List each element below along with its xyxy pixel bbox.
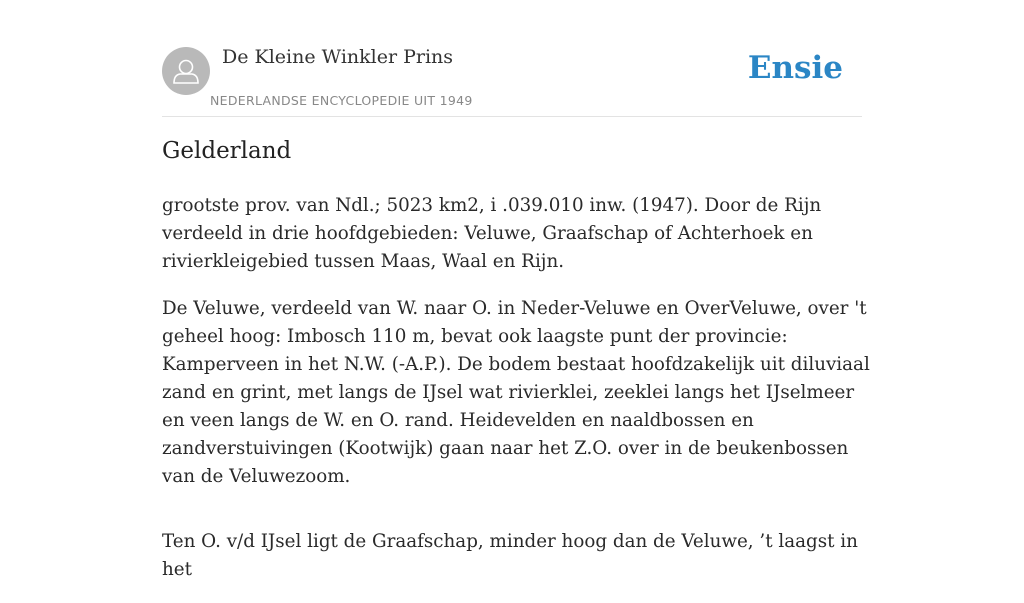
site-header (162, 0, 862, 117)
site-title[interactable]: De Kleine Winkler Prins (222, 46, 454, 68)
article-paragraph: grootste prov. van Ndl.; 5023 km2, i .039.010 inw. (1947). Door de Rijn verdeeld in drie hoofdgebieden: Veluwe, Graafschap of Achterhoek en rivierkleigebied tussen Maas, Waal en Rijn. (162, 195, 822, 272)
page-title: Gelderland (162, 138, 292, 164)
brand-logo[interactable]: Ensie (747, 50, 843, 86)
user-avatar-icon[interactable] (162, 47, 210, 95)
article-paragraph: De Veluwe, verdeeld van W. naar O. in Neder-Veluwe en OverVeluwe, over 't geheel hoog: Imbosch 110 m, bevat ook laagste punt der provincie: Kamperveen in het N.W. (-A.P.). De bodem bestaat hoofdzakelijk uit diluviaal zand en grint, met langs de IJsel wat rivierklei, zeeklei langs het IJselmeer en veen langs de W. en O. rand. Heidevelden en naaldbossen en zandverstuivingen (Kootwijk) gaan naar het Z.O. over in de beukenbossen van de Veluwezoom. (162, 298, 870, 487)
site-subtitle: NEDERLANDSE ENCYCLOPEDIE UIT 1949 (210, 93, 473, 108)
article-body (162, 192, 872, 603)
article-paragraph: Ten O. v/d IJsel ligt de Graafschap, minder hoog dan de Veluwe, ’t laagst in het (162, 531, 858, 580)
